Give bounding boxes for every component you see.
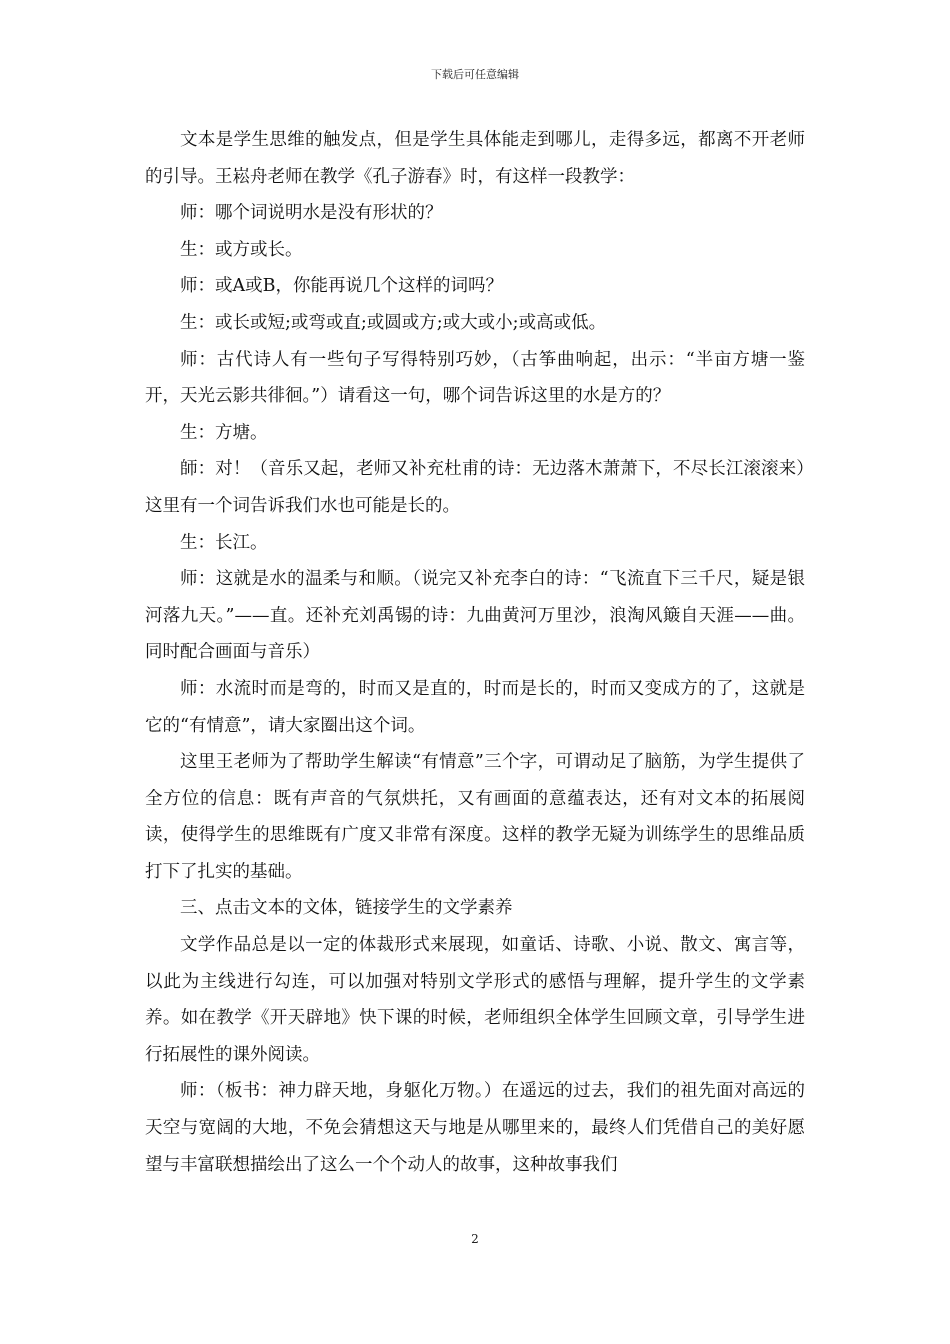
- page-number: 2: [471, 1232, 479, 1246]
- paragraph-dialogue: 師：对！（音乐又起，老师又补充杜甫的诗：无边落木萧萧下，不尽长江滚滚来）这里有一个词告诉我们水也可能是长的。: [145, 459, 805, 516]
- page-header: 下载后可任意编辑: [431, 68, 519, 81]
- paragraph-dialogue: 师：（板书：神力辟天地，身躯化万物。）在遥远的过去，我们的祖先面对高远的天空与宽阔的大地，不免会猜想这天与地是从哪里来的，最终人们凭借自己的美好愿望与丰富联想描绘出了这么一个个动人的故事，这种故事我们: [145, 1081, 805, 1175]
- paragraph-dialogue: 师：哪个词说明水是没有形状的？: [180, 203, 443, 224]
- paragraph-dialogue: 师：水流时而是弯的，时而又是直的，时而是长的，时而又变成方的了，这就是它的“有情意”，请大家圈出这个词。: [145, 678, 805, 736]
- paragraph-dialogue: 生：或长或短;或弯或直;或圆或方;或大或小;或高或低。: [180, 312, 607, 333]
- paragraph-dialogue: 师：这就是水的温柔与和顺。（说完又补充李白的诗：“飞流直下三千尺，疑是银河落九天。”——直。还补充刘禹锡的诗：九曲黄河万里沙，浪淘风簸自天涯——曲。同时配合画面与音乐）: [145, 569, 805, 663]
- paragraph-dialogue: 生：方塘。: [180, 422, 268, 443]
- document-body: [145, 122, 805, 1183]
- paragraph-dialogue: 生：或方或长。: [180, 239, 303, 260]
- section-heading: 三、点击文本的文体，链接学生的文学素养: [180, 898, 513, 919]
- paragraph-intro: 文本是学生思维的触发点，但是学生具体能走到哪儿，走得多远，都离不开老师的引导。王崧舟老师在教学《孔子游春》时，有这样一段教学：: [145, 130, 805, 187]
- paragraph-commentary: 这里王老师为了帮助学生解读“有情意”三个字，可谓动足了脑筋，为学生提供了全方位的信息：既有声音的气氛烘托，又有画面的意蕴表达，还有对文本的拓展阅读，使得学生的思维既有广度又非常有深度。这样的教学无疑为训练学生的思维品质打下了扎实的基础。: [145, 752, 805, 882]
- paragraph-dialogue: 师：或A或B，你能再说几个这样的词吗？: [180, 276, 503, 297]
- paragraph-dialogue: 生：长江。: [180, 532, 268, 553]
- paragraph-dialogue: 师：古代诗人有一些句子写得特别巧妙，（古筝曲响起，出示：“半亩方塘一鉴开，天光云影共徘徊。”）请看这一句，哪个词告诉这里的水是方的？: [145, 349, 805, 407]
- paragraph-body: 文学作品总是以一定的体裁形式来展现，如童话、诗歌、小说、散文、寓言等，以此为主线进行勾连，可以加强对特别文学形式的感悟与理解，提升学生的文学素养。如在教学《开天辟地》快下课的时候，老师组织全体学生回顾文章，引导学生进行拓展性的课外阅读。: [145, 935, 805, 1065]
